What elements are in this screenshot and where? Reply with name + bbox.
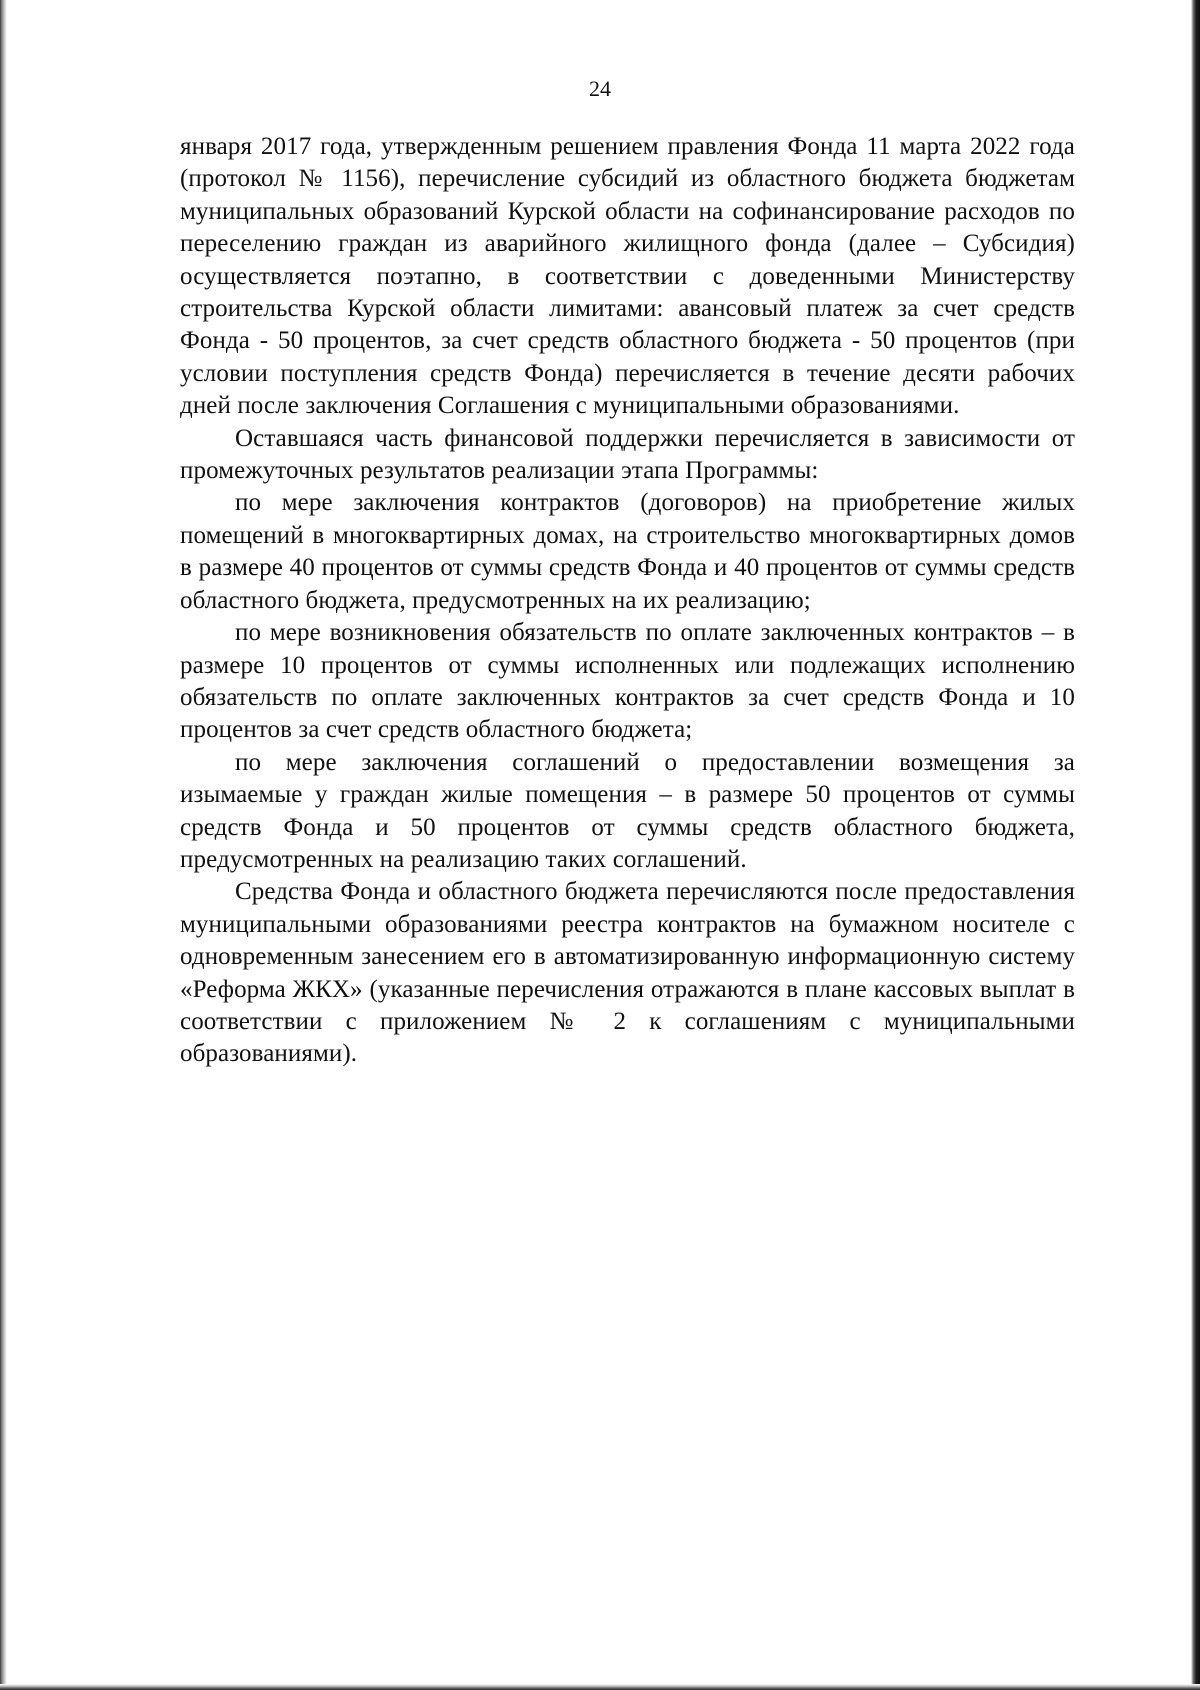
document-body: [180, 131, 1075, 1071]
scan-edge-right: [1191, 0, 1200, 1690]
scan-edge-left: [0, 0, 7, 1690]
page-number: 24: [589, 76, 611, 101]
scan-edge-bottom: [0, 1684, 1200, 1690]
paragraph-funds-transfer: Средства Фонда и областного бюджета перечисляются после предоставления муниципальными образованиями реестра контрактов на бумажном носителе с одновременным занесением его в автоматизированную информационную систему «Реформа ЖКХ» (указанные перечисления отражаются в плане кассовых выплат в соответствии с приложением № 2 к соглашениям с муниципальными образованиями).: [180, 878, 1075, 1068]
paragraph-obligations-10-percent: по мере возникновения обязательств по оплате заключенных контрактов – в размере 10 процентов от суммы исполненных или подлежащих исполнению обязательств по оплате заключенных контрактов за счет средств Фонда и 10 процентов за счет средств областного бюджета;: [180, 619, 1075, 744]
paragraph-continuation: января 2017 года, утвержденным решением правления Фонда 11 марта 2022 года (протокол № 1156), перечисление субсидий из областного бюджета бюджетам муниципальных образований Курской области на софинансирование расходов по переселению граждан из аварийного жилищного фонда (далее – Субсидия) осуществляется поэтапно, в соответствии с доведенными Министерству строительства Курской области лимитами: авансовый платеж за счет средств Фонда - 50 процентов, за счет средств областного бюджета - 50 процентов (при условии поступления средств Фонда) перечисляется в течение десяти рабочих дней после заключения Соглашения с муниципальными образованиями.: [180, 133, 1075, 420]
paragraph-remaining-support: Оставшаяся часть финансовой поддержки перечисляется в зависимости от промежуточных результатов реализации этапа Программы:: [180, 424, 1075, 485]
paragraph-contracts-40-percent: по мере заключения контрактов (договоров) на приобретение жилых помещений в многоквартирных домах, на строительство многоквартирных домов в размере 40 процентов от суммы средств Фонда и 40 процентов от суммы средств областного бюджета, предусмотренных на их реализацию;: [180, 489, 1075, 614]
paragraph-compensation-50-percent: по мере заключения соглашений о предоставлении возмещения за изымаемые у граждан жилые помещения – в размере 50 процентов от суммы средств Фонда и 50 процентов от суммы средств областного бюджета, предусмотренных на реализацию таких соглашений.: [180, 748, 1075, 873]
